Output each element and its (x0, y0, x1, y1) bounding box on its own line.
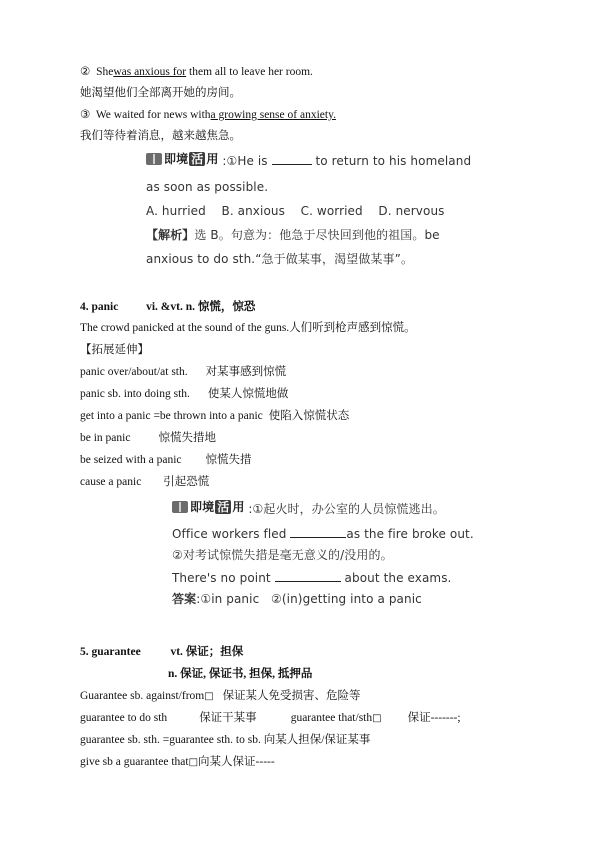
example-2: ② Shewas anxious for them all to leave her room. (80, 66, 313, 78)
exercise-box-2-q1: 即境 活 用 :①起火时，办公室的人员惊慌逃出。 (172, 500, 445, 516)
book-icon (172, 501, 188, 513)
answer-blank[interactable] (272, 153, 312, 165)
phrase-row: panic sb. into doing sth. 使某人惊慌地做 (80, 388, 289, 400)
underlined-phrase: a growing sense of anxiety. (210, 109, 336, 121)
phrase-row: get into a panic =be thrown into a panic 使陷入惊慌状态 (80, 410, 350, 422)
answer-blank[interactable] (290, 526, 346, 538)
example-2-translation: 她渴望他们全部离开她的房间。 (80, 87, 241, 99)
exercise-box-1-options: A. hurried B. anxious C. worried D. nervous (146, 204, 445, 218)
section-5-heading (80, 645, 243, 659)
phrase-row: be seized with a panic 惊慌失措 (80, 454, 252, 466)
underlined-phrase: was anxious for (113, 66, 187, 78)
example-number: ③ (80, 109, 91, 121)
guarantee-line-3: guarantee sb. sth. =guarantee sth. to sb. 向某人担保/保证某事 (80, 734, 371, 746)
phrase-row: cause a panic 引起恐慌 (80, 476, 210, 488)
exercise-box-2-q2-en: There's no point about the exams. (172, 571, 452, 585)
word-heading: 4. panic (80, 301, 119, 313)
guarantee-line-2: guarantee to do sth 保证干某事 guarantee that/sth□ 保证-------; (80, 712, 461, 724)
exercise-box-2-q2: ②对考试惊慌失措是毫无意义的/没用的。 (172, 548, 393, 562)
guarantee-line-4: give sb a guarantee that□向某人保证----- (80, 756, 275, 768)
exercise-box-2-q1-en: Office workers fled as the fire broke out. (172, 527, 474, 541)
part-of-speech-noun: n. 保证, 保证书, 担保, 抵押品 (168, 668, 313, 680)
answer-tag: 答案 (172, 592, 197, 606)
word-heading: 5. guarantee (80, 646, 141, 658)
exercise-box-1-line2: as soon as possible. (146, 180, 269, 194)
analysis-tag: 【解析】 (146, 228, 195, 242)
example-number: ② (80, 66, 91, 78)
book-icon (146, 153, 162, 165)
section-4-heading (80, 300, 255, 314)
answer-blank[interactable] (275, 570, 341, 582)
part-of-speech: vi. &vt. n. 惊慌，惊恐 (146, 301, 256, 313)
example-3-translation: 我们等待着消息，越来越焦急。 (80, 130, 241, 142)
section-4-example: The crowd panicked at the sound of the guns.人们听到枪声感到惊慌。 (80, 322, 416, 334)
exercise-box-1-question: 即境 活 用 :①He is to return to his homeland (146, 152, 471, 168)
exercise-box-1-analysis: 【解析】选 B。句意为：他急于尽快回到他的祖国。be (146, 228, 440, 242)
extend-heading: 【拓展延伸】 (80, 344, 149, 356)
exercise-tag: 即境 活 用 (172, 500, 244, 514)
part-of-speech: vt. 保证；担保 (170, 646, 244, 658)
guarantee-line-1: Guarantee sb. against/from□ 保证某人免受损害、危险等 (80, 690, 361, 702)
phrase-row: be in panic 惊慌失措地 (80, 432, 216, 444)
phrase-row: panic over/about/at sth. 对某事感到惊慌 (80, 366, 287, 378)
exercise-box-2-answer: 答案:①in panic ②(in)getting into a panic (172, 592, 422, 606)
exercise-tag: 即境 活 用 (146, 152, 218, 166)
example-3: ③ We waited for news witha growing sense of anxiety. (80, 109, 336, 121)
exercise-box-1-analysis-line2: anxious to do sth.“急于做某事，渴望做某事”。 (146, 252, 414, 266)
